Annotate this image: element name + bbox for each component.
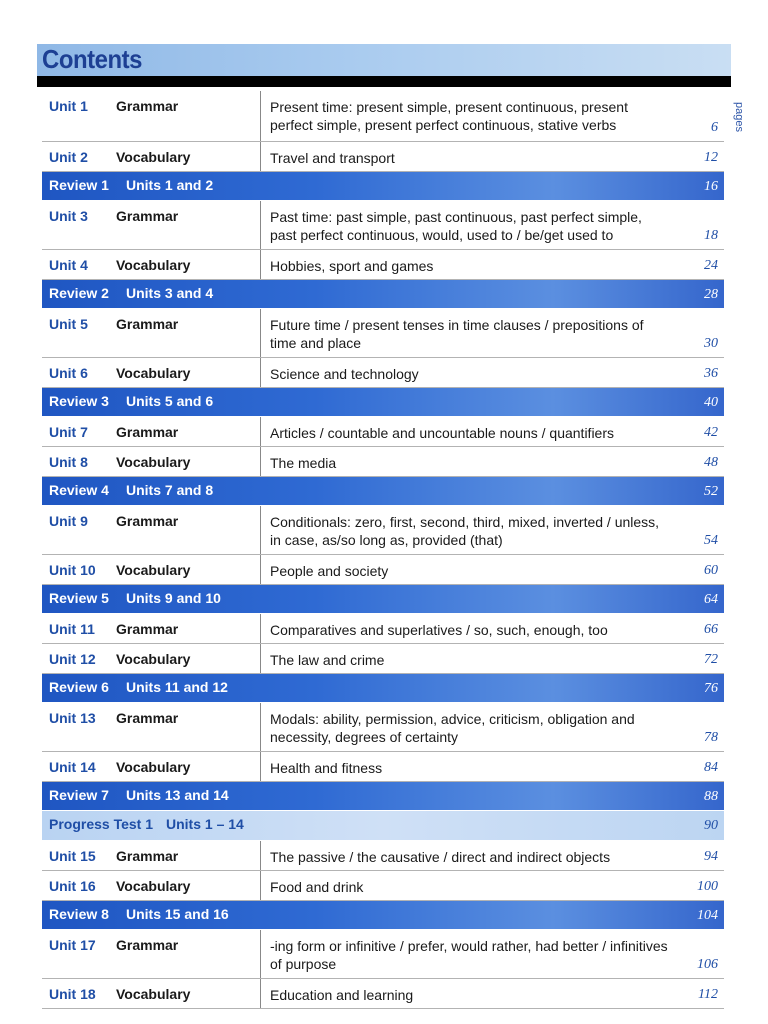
unit-number: Unit 3 <box>49 208 88 224</box>
toc-row-unit <box>42 703 724 752</box>
review-label: Review 7 <box>49 787 109 803</box>
unit-category: Vocabulary <box>116 257 191 273</box>
toc-row-unit <box>42 309 724 358</box>
unit-number: Unit 17 <box>49 937 96 953</box>
review-label: Review 6 <box>49 679 109 695</box>
unit-number: Unit 18 <box>49 986 96 1002</box>
unit-topic: Future time / present tenses in time clauses / prepositions of time and place <box>260 309 670 357</box>
unit-topic: Present time: present simple, present continuous, present perfect simple, present perfect continuous, stative verbs <box>260 91 670 141</box>
pages-column-label: pages <box>733 102 745 132</box>
unit-category: Grammar <box>116 937 179 953</box>
toc-row-unit <box>42 614 724 644</box>
page-number: 28 <box>704 287 718 302</box>
unit-number: Unit 7 <box>49 424 88 440</box>
unit-topic: -ing form or infinitive / prefer, would rather, had better / infinitives of purpose <box>260 930 670 978</box>
unit-topic: Science and technology <box>260 358 670 387</box>
page-number: 12 <box>704 150 718 165</box>
unit-category: Vocabulary <box>116 454 191 470</box>
toc-row-unit <box>42 752 724 782</box>
unit-topic: Past time: past simple, past continuous, past perfect simple, past perfect continuous, would, used to / be/get used to <box>260 201 670 249</box>
unit-category: Vocabulary <box>116 365 191 381</box>
unit-topic: Conditionals: zero, first, second, third, mixed, inverted / unless, in case, as/so long as, provided (that) <box>260 506 670 554</box>
page-number: 60 <box>704 563 718 578</box>
page-number: 88 <box>704 789 718 804</box>
review-label: Review 3 <box>49 393 109 409</box>
page-number: 100 <box>697 879 718 894</box>
toc-row-unit <box>42 358 724 388</box>
page-number: 112 <box>698 987 718 1002</box>
unit-topic: The passive / the causative / direct and indirect objects <box>260 841 670 870</box>
toc-row-review <box>42 477 724 506</box>
unit-number: Unit 15 <box>49 848 96 864</box>
toc-row-unit <box>42 142 724 172</box>
review-label: Review 5 <box>49 590 109 606</box>
unit-category: Vocabulary <box>116 562 191 578</box>
page-title: Contents <box>42 44 142 74</box>
page-number: 94 <box>704 849 718 864</box>
toc-row-unit <box>42 930 724 979</box>
unit-number: Unit 12 <box>49 651 96 667</box>
toc-row-review <box>42 782 724 811</box>
review-label: Review 2 <box>49 285 109 301</box>
unit-category: Grammar <box>116 98 179 114</box>
page-number: 6 <box>711 120 718 135</box>
review-units: Units 1 and 2 <box>126 177 214 193</box>
page-number: 78 <box>704 730 718 745</box>
unit-category: Grammar <box>116 513 179 529</box>
review-units: Units 9 and 10 <box>126 590 221 606</box>
unit-number: Unit 11 <box>49 621 95 637</box>
page-number: 104 <box>697 908 718 923</box>
toc-row-review <box>42 388 724 417</box>
unit-topic: Food and drink <box>260 871 670 900</box>
unit-topic: Comparatives and superlatives / so, such, enough, too <box>260 614 670 643</box>
unit-number: Unit 8 <box>49 454 88 470</box>
unit-category: Vocabulary <box>116 878 191 894</box>
review-label: Review 4 <box>49 482 109 498</box>
progress-test-units: Units 1 – 14 <box>166 816 244 832</box>
page-number: 106 <box>697 957 718 972</box>
page-number: 52 <box>704 484 718 499</box>
toc-row-review <box>42 280 724 309</box>
unit-topic: Articles / countable and uncountable nouns / quantifiers <box>260 417 670 446</box>
page-number: 36 <box>704 366 718 381</box>
unit-topic: Health and fitness <box>260 752 670 781</box>
review-label: Review 8 <box>49 906 109 922</box>
unit-category: Grammar <box>116 208 179 224</box>
unit-number: Unit 1 <box>49 98 88 114</box>
toc-row-unit <box>42 644 724 674</box>
toc-row-unit <box>42 447 724 477</box>
review-units: Units 3 and 4 <box>126 285 214 301</box>
page-number: 24 <box>704 258 718 273</box>
unit-number: Unit 14 <box>49 759 96 775</box>
unit-category: Grammar <box>116 316 179 332</box>
toc-row-review <box>42 585 724 614</box>
unit-category: Grammar <box>116 848 179 864</box>
unit-category: Vocabulary <box>116 651 191 667</box>
review-label: Review 1 <box>49 177 109 193</box>
unit-topic: The media <box>260 447 670 476</box>
page-number: 90 <box>704 818 718 833</box>
unit-topic: The law and crime <box>260 644 670 673</box>
toc-row-unit <box>42 841 724 871</box>
toc-row-unit <box>42 201 724 250</box>
page-number: 42 <box>704 425 718 440</box>
review-units: Units 11 and 12 <box>126 679 228 695</box>
page-number: 54 <box>704 533 718 548</box>
toc-row-review <box>42 172 724 201</box>
toc-row-unit <box>42 91 724 142</box>
toc-row-progress-test <box>42 811 724 841</box>
page-number: 76 <box>704 681 718 696</box>
title-rule <box>37 76 731 87</box>
unit-number: Unit 4 <box>49 257 88 273</box>
review-units: Units 7 and 8 <box>126 482 214 498</box>
toc-row-unit <box>42 417 724 447</box>
page-number: 84 <box>704 760 718 775</box>
page-number: 66 <box>704 622 718 637</box>
page-number: 72 <box>704 652 718 667</box>
unit-number: Unit 10 <box>49 562 96 578</box>
unit-category: Grammar <box>116 621 179 637</box>
table-of-contents <box>42 91 724 1009</box>
page-number: 16 <box>704 179 718 194</box>
progress-test-label: Progress Test 1 <box>49 816 154 832</box>
toc-row-unit <box>42 555 724 585</box>
toc-row-unit <box>42 979 724 1009</box>
unit-number: Unit 2 <box>49 149 88 165</box>
unit-topic: Travel and transport <box>260 142 670 171</box>
page-number: 48 <box>704 455 718 470</box>
unit-category: Grammar <box>116 424 179 440</box>
review-units: Units 13 and 14 <box>126 787 229 803</box>
toc-row-unit <box>42 250 724 280</box>
unit-number: Unit 5 <box>49 316 88 332</box>
page-number: 40 <box>704 395 718 410</box>
unit-number: Unit 6 <box>49 365 88 381</box>
toc-row-unit <box>42 506 724 555</box>
review-units: Units 15 and 16 <box>126 906 229 922</box>
unit-category: Vocabulary <box>116 759 191 775</box>
unit-topic: People and society <box>260 555 670 584</box>
unit-number: Unit 9 <box>49 513 88 529</box>
toc-row-unit <box>42 871 724 901</box>
unit-topic: Modals: ability, permission, advice, criticism, obligation and necessity, degrees of certainty <box>260 703 670 751</box>
unit-topic: Hobbies, sport and games <box>260 250 670 279</box>
unit-topic: Education and learning <box>260 979 670 1008</box>
unit-category: Grammar <box>116 710 179 726</box>
unit-category: Vocabulary <box>116 986 191 1002</box>
unit-category: Vocabulary <box>116 149 191 165</box>
page-number: 64 <box>704 592 718 607</box>
unit-number: Unit 13 <box>49 710 96 726</box>
review-units: Units 5 and 6 <box>126 393 214 409</box>
page-number: 18 <box>704 228 718 243</box>
toc-row-review <box>42 674 724 703</box>
toc-row-review <box>42 901 724 930</box>
unit-number: Unit 16 <box>49 878 96 894</box>
page-number: 30 <box>704 336 718 351</box>
